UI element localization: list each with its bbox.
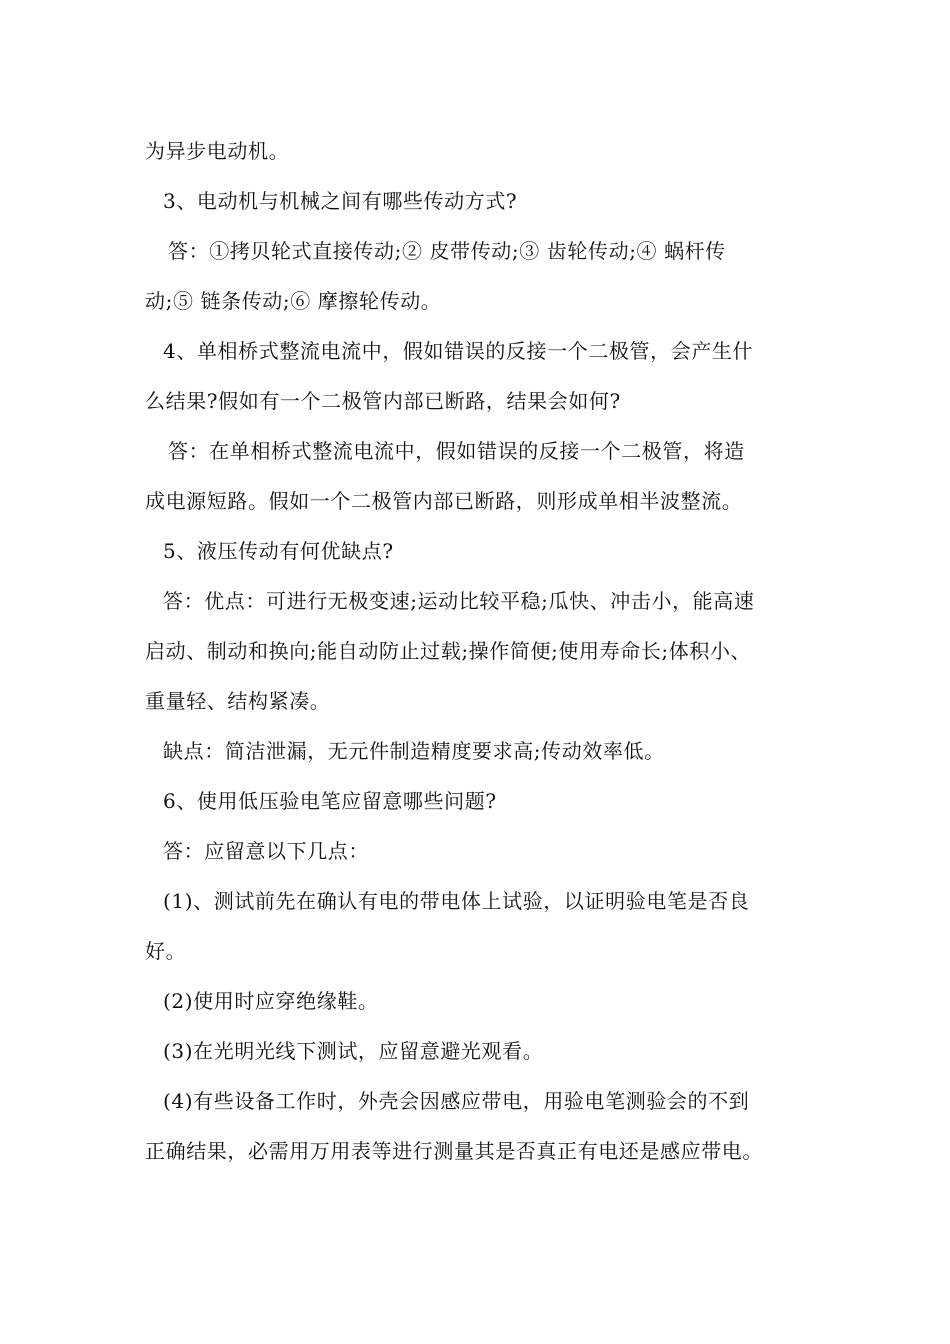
answer-6-item-4-line-1: (4)有些设备工作时，外壳会因感应带电，用验电笔测验会的不到 bbox=[163, 1089, 750, 1113]
answer-5-line-1: 答：优点：可进行无极变速;运动比较平稳;瓜快、冲击小，能高速 bbox=[163, 589, 755, 613]
answer-6-item-3: (3)在光明光线下测试，应留意避光观看。 bbox=[163, 1039, 544, 1063]
answer-6-intro: 答：应留意以下几点： bbox=[163, 839, 369, 863]
answer-6-item-4-line-2: 正确结果，必需用万用表等进行测量其是否真正有电还是感应带电。 bbox=[145, 1139, 763, 1163]
answer-5-line-2: 启动、制动和换向;能自动防止过载;操作简便;使用寿命长;体积小、 bbox=[145, 639, 752, 663]
answer-5-disadvantages: 缺点：简洁泄漏，无元件制造精度要求高;传动效率低。 bbox=[163, 739, 665, 763]
question-4-line-1: 4、单相桥式整流电流中，假如错误的反接一个二极管，会产生什 bbox=[163, 339, 754, 363]
answer-3-line-1: 答：①拷贝轮式直接传动;② 皮带传动;③ 齿轮传动;④ 蜗杆传 bbox=[168, 239, 726, 263]
question-3: 3、电动机与机械之间有哪些传动方式? bbox=[163, 189, 518, 213]
answer-6-item-1-line-1: (1)、测试前先在确认有电的带电体上试验，以证明验电笔是否良 bbox=[163, 889, 750, 913]
paragraph-line: 为异步电动机。 bbox=[145, 139, 290, 163]
answer-3-line-2: 动;⑤ 链条传动;⑥ 摩擦轮传动。 bbox=[145, 289, 442, 313]
question-5: 5、液压传动有何优缺点? bbox=[163, 539, 394, 563]
answer-5-line-3: 重量轻、结构紧凑。 bbox=[145, 689, 331, 713]
answer-6-item-1-line-2: 好。 bbox=[145, 939, 187, 963]
question-4-line-2: 么结果?假如有一个二极管内部已断路，结果会如何? bbox=[145, 389, 621, 413]
answer-6-item-2: (2)使用时应穿绝缘鞋。 bbox=[163, 989, 379, 1013]
answer-4-line-2: 成电源短路。假如一个二极管内部已断路，则形成单相半波整流。 bbox=[145, 489, 743, 513]
answer-4-line-1: 答：在单相桥式整流电流中，假如错误的反接一个二极管，将造 bbox=[168, 439, 745, 463]
question-6: 6、使用低压验电笔应留意哪些问题? bbox=[163, 789, 497, 813]
